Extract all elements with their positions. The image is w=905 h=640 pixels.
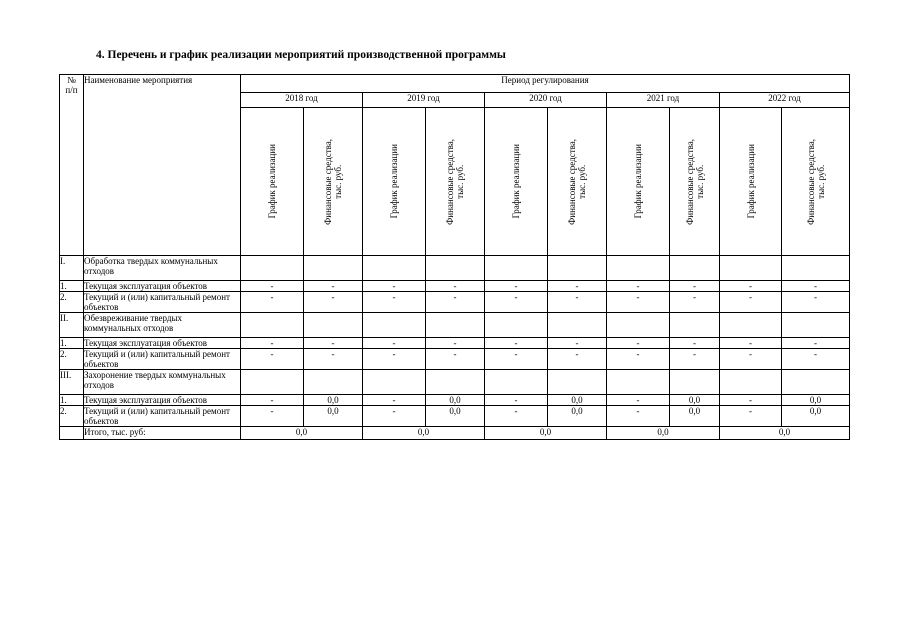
row-name: Текущий и (или) капитальный ремонт объектов [84, 349, 241, 370]
cell-finance [670, 313, 720, 338]
cell-schedule [485, 370, 548, 395]
row-number: 2. [60, 292, 84, 313]
cell-schedule: - [241, 338, 304, 349]
cell-finance [304, 313, 363, 338]
cell-finance: - [782, 349, 850, 370]
cell-finance: 0,0 [782, 406, 850, 427]
cell-finance [782, 256, 850, 281]
cell-schedule [485, 313, 548, 338]
cell-schedule: - [363, 292, 426, 313]
total-row [60, 427, 850, 440]
cell-finance [782, 313, 850, 338]
cell-schedule [485, 256, 548, 281]
cell-schedule [720, 256, 782, 281]
cell-schedule [363, 256, 426, 281]
cell-schedule: - [720, 406, 782, 427]
row-name: Текущий и (или) капитальный ремонт объектов [84, 292, 241, 313]
total-number-cell [60, 427, 84, 440]
cell-finance: - [670, 338, 720, 349]
cell-finance [426, 313, 485, 338]
row-number: I. [60, 256, 84, 281]
row-name: Текущий и (или) капитальный ремонт объектов [84, 406, 241, 427]
cell-finance [548, 370, 607, 395]
cell-finance: - [304, 338, 363, 349]
cell-finance: - [670, 281, 720, 292]
cell-schedule: - [241, 292, 304, 313]
cell-schedule: - [720, 395, 782, 406]
row-number: II. [60, 313, 84, 338]
row-number: 2. [60, 406, 84, 427]
cell-schedule: - [485, 349, 548, 370]
cell-schedule: - [485, 406, 548, 427]
cell-schedule: - [363, 338, 426, 349]
cell-schedule [241, 370, 304, 395]
row-name: Захоронение твердых коммунальных отходов [84, 370, 241, 395]
cell-schedule: - [485, 338, 548, 349]
row-number: III. [60, 370, 84, 395]
cell-schedule: - [241, 281, 304, 292]
col-header-number: № п/п [60, 75, 84, 256]
cell-finance: - [782, 338, 850, 349]
cell-finance [304, 256, 363, 281]
row-name: Текущая эксплуатация объектов [84, 281, 241, 292]
cell-schedule: - [607, 281, 670, 292]
section-row [60, 313, 850, 338]
cell-finance: - [304, 292, 363, 313]
cell-finance: - [670, 349, 720, 370]
row-number: 1. [60, 281, 84, 292]
cell-schedule [241, 256, 304, 281]
row-name: Обезвреживание твердых коммунальных отходов [84, 313, 241, 338]
cell-finance [304, 370, 363, 395]
cell-finance: - [548, 281, 607, 292]
cell-finance: - [548, 292, 607, 313]
cell-schedule: - [241, 349, 304, 370]
table-row [60, 349, 850, 370]
cell-finance: - [782, 281, 850, 292]
period-header: Период регулирования [241, 75, 850, 93]
row-number: 1. [60, 338, 84, 349]
cell-finance: 0,0 [426, 395, 485, 406]
subheader-finance: Финансовые средства, тыс. руб. [426, 108, 485, 256]
cell-schedule: - [720, 349, 782, 370]
table-row [60, 395, 850, 406]
cell-schedule: - [607, 406, 670, 427]
subheader-schedule: График реализации [363, 108, 426, 256]
cell-finance [548, 313, 607, 338]
cell-schedule: - [607, 292, 670, 313]
cell-finance [782, 370, 850, 395]
cell-schedule: - [720, 338, 782, 349]
cell-schedule: - [363, 349, 426, 370]
section-row [60, 256, 850, 281]
col-header-name: Наименование мероприятия [84, 75, 241, 256]
cell-finance: - [670, 292, 720, 313]
row-name: Текущая эксплуатация объектов [84, 338, 241, 349]
total-value: 0,0 [720, 427, 850, 440]
cell-finance: 0,0 [670, 406, 720, 427]
subheader-schedule: График реализации [485, 108, 548, 256]
cell-finance: - [304, 349, 363, 370]
cell-schedule: - [485, 292, 548, 313]
cell-finance: - [426, 292, 485, 313]
cell-schedule: - [607, 349, 670, 370]
subheader-finance: Финансовые средства, тыс. руб. [670, 108, 720, 256]
cell-schedule: - [720, 292, 782, 313]
total-label: Итого, тыс. руб: [84, 427, 241, 440]
cell-finance: 0,0 [548, 406, 607, 427]
cell-schedule [363, 313, 426, 338]
row-name: Обработка твердых коммунальных отходов [84, 256, 241, 281]
cell-schedule [607, 313, 670, 338]
cell-finance [548, 256, 607, 281]
cell-schedule: - [485, 395, 548, 406]
cell-finance: - [426, 281, 485, 292]
year-header: 2019 год [363, 93, 485, 108]
cell-finance: - [782, 292, 850, 313]
cell-finance [670, 256, 720, 281]
cell-finance [426, 370, 485, 395]
cell-schedule [241, 313, 304, 338]
table-row [60, 338, 850, 349]
year-header: 2022 год [720, 93, 850, 108]
cell-finance: 0,0 [304, 395, 363, 406]
total-value: 0,0 [363, 427, 485, 440]
cell-schedule: - [363, 395, 426, 406]
cell-schedule: - [607, 395, 670, 406]
cell-schedule [607, 370, 670, 395]
cell-finance: - [426, 349, 485, 370]
section-row [60, 370, 850, 395]
cell-finance: 0,0 [670, 395, 720, 406]
cell-finance [426, 256, 485, 281]
cell-schedule [720, 370, 782, 395]
cell-schedule: - [363, 406, 426, 427]
table-row [60, 406, 850, 427]
row-number: 2. [60, 349, 84, 370]
program-table [59, 74, 850, 440]
year-header: 2021 год [607, 93, 720, 108]
cell-finance: 0,0 [548, 395, 607, 406]
year-header: 2018 год [241, 93, 363, 108]
total-value: 0,0 [485, 427, 607, 440]
subheader-schedule: График реализации [720, 108, 782, 256]
cell-finance: - [548, 349, 607, 370]
cell-schedule [363, 370, 426, 395]
cell-finance: - [426, 338, 485, 349]
subheader-finance: Финансовые средства, тыс. руб. [782, 108, 850, 256]
subheader-finance: Финансовые средства, тыс. руб. [304, 108, 363, 256]
cell-schedule: - [241, 395, 304, 406]
cell-schedule [720, 313, 782, 338]
cell-schedule: - [607, 338, 670, 349]
cell-schedule: - [363, 281, 426, 292]
table-row [60, 292, 850, 313]
cell-finance: - [548, 338, 607, 349]
cell-finance: 0,0 [782, 395, 850, 406]
cell-schedule: - [241, 406, 304, 427]
page-title: 4. Перечень и график реализации мероприятий производственной программы [96, 49, 506, 61]
subheader-schedule: График реализации [607, 108, 670, 256]
cell-finance [670, 370, 720, 395]
row-name: Текущая эксплуатация объектов [84, 395, 241, 406]
subheader-finance: Финансовые средства, тыс. руб. [548, 108, 607, 256]
cell-finance: - [304, 281, 363, 292]
year-header: 2020 год [485, 93, 607, 108]
table-row [60, 281, 850, 292]
cell-schedule [607, 256, 670, 281]
cell-schedule: - [485, 281, 548, 292]
row-number: 1. [60, 395, 84, 406]
cell-schedule: - [720, 281, 782, 292]
total-value: 0,0 [607, 427, 720, 440]
total-value: 0,0 [241, 427, 363, 440]
cell-finance: 0,0 [426, 406, 485, 427]
cell-finance: 0,0 [304, 406, 363, 427]
subheader-schedule: График реализации [241, 108, 304, 256]
